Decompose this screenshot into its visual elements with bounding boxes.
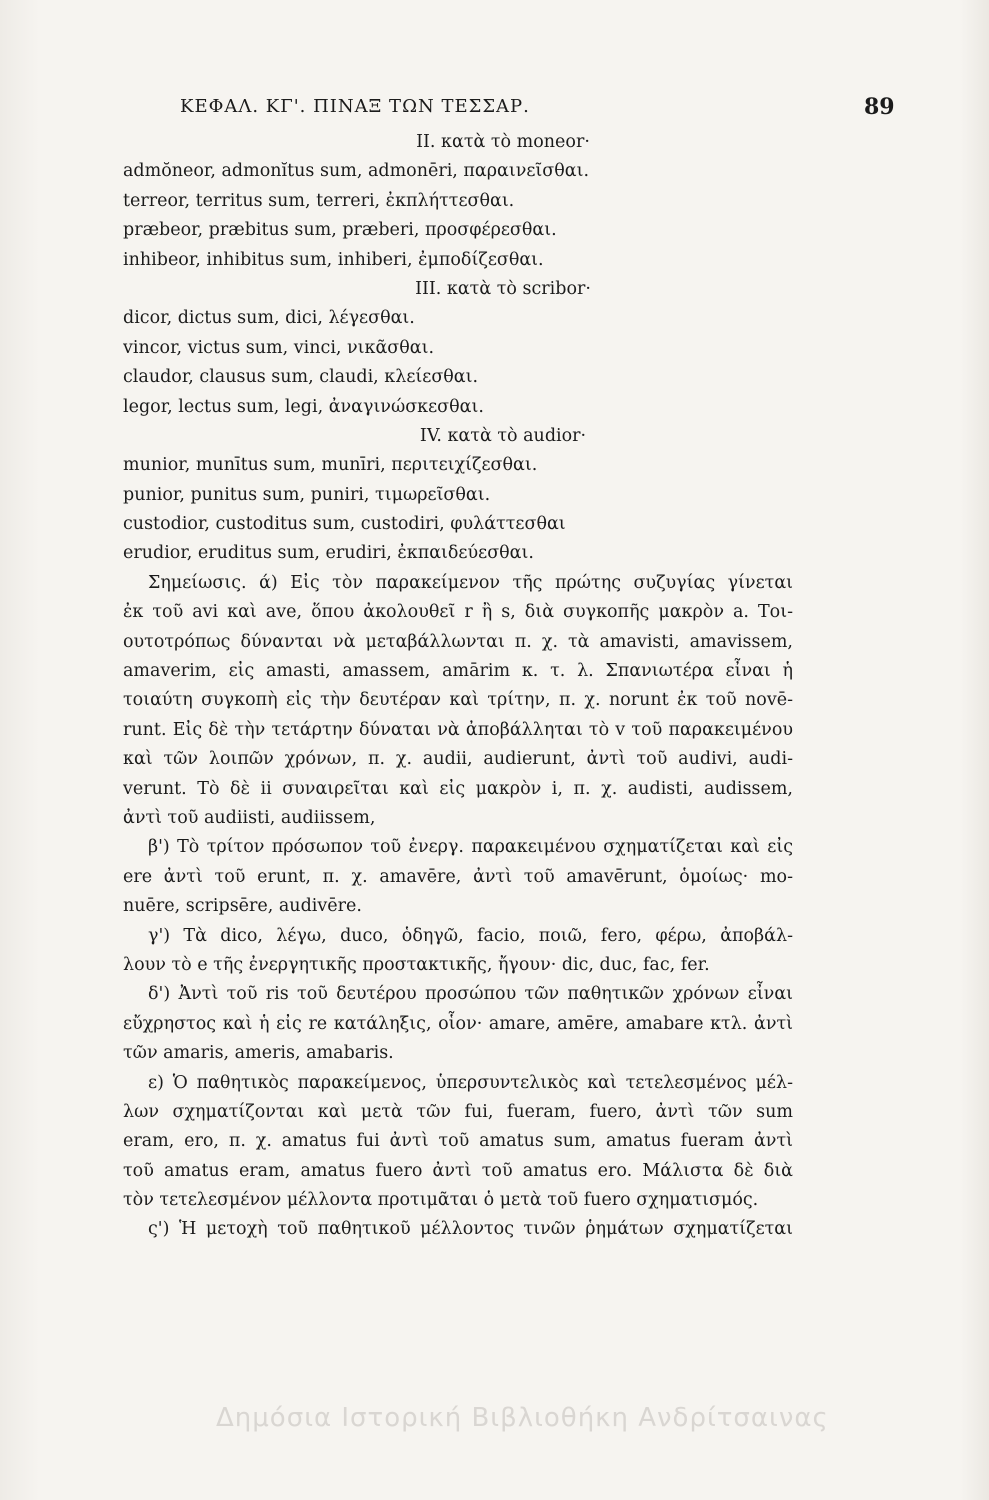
note-line: runt. Εἰς δὲ τὴν τετάρτην δύναται νὰ ἀποβάλληται τὸ v τοῦ παρακειμένου [123,719,793,740]
verb-line: dicor, dictus sum, dici, λέγεσθαι. [123,308,415,329]
note-line: λων σχηματίζονται καὶ μετὰ τῶν fui, fueram, fuero, ἀντὶ τῶν sum [123,1101,793,1122]
section-heading-iv: IV. κατὰ τὸ audior· [419,425,587,446]
note-line: καὶ τῶν λοιπῶν χρόνων, π. χ. audii, audierunt, ἀντὶ τοῦ audivi, audi- [123,749,793,770]
section-heading-iii: III. κατὰ τὸ scribor· [415,278,591,299]
section-heading-ii: II. κατὰ τὸ moneor· [416,132,590,152]
page-number: 89 [864,94,895,120]
verb-line: custodior, custoditus sum, custodiri, φυλάττεσθαι [123,514,566,535]
verb-line: præbeor, præbitus sum, præberi, προσφέρεσθαι. [123,220,557,241]
note-line: β') Τὸ τρίτον πρόσωπον τοῦ ἐνεργ. παρακειμένου σχηματίζεται καὶ εἰς [148,837,793,858]
verb-line: erudior, eruditus sum, erudiri, ἐκπαιδεύεσθαι. [123,543,534,564]
note-line: τοιαύτη συγκοπὴ εἰς τὴν δευτέραν καὶ τρίτην, π. χ. norunt ἐκ τοῦ novē- [123,690,793,711]
note-line: εὔχρηστος καὶ ἡ εἰς re κατάληξις, οἷον· amare, amēre, amabare κτλ. ἀντὶ [123,1013,793,1034]
note-line: Σημείωσις. ά) Εἰς τὸν παρακείμενον τῆς πρώτης συζυγίας γίνεται [148,572,793,593]
note-line: eram, ero, π. χ. amatus fui ἀντὶ τοῦ amatus sum, amatus fueram ἀντὶ [123,1131,793,1152]
note-line: ere ἀντὶ τοῦ erunt, π. χ. amavēre, ἀντὶ τοῦ amavērunt, ὁμοίως· mo- [123,866,793,887]
verb-line: terreor, territus sum, terreri, ἐκπλήττεσθαι. [123,190,515,211]
note-line: τοῦ amatus eram, amatus fuero ἀντὶ τοῦ amatus ero. Μάλιστα δὲ διὰ [123,1160,793,1181]
note-line: amaverim, εἰς amasti, amassem, amārim κ. τ. λ. Σπανιωτέρα εἶναι ἡ [123,661,793,682]
verb-line: munior, munītus sum, munīri, περιτειχίζεσθαι. [123,455,538,476]
note-line: λουν τὸ e τῆς ἐνεργητικῆς προστακτικῆς, ἤγουν· dic, duc, fac, fer. [123,954,710,975]
note-line: γ') Τὰ dico, λέγω, duco, ὁδηγῶ, facio, ποιῶ, fero, φέρω, ἀποβάλ- [148,925,793,946]
note-line: ἀντὶ τοῦ audiisti, audiissem, [123,807,376,828]
note-line: verunt. Τὸ δὲ ii συναιρεῖται καὶ εἰς μακρὸν i, π. χ. audisti, audissem, [123,778,793,799]
verb-line: punior, punitus sum, puniri, τιμωρεῖσθαι. [123,484,491,505]
note-line: δ') Ἀντὶ τοῦ ris τοῦ δευτέρου προσώπου τῶν παθητικῶν χρόνων εἶναι [148,984,793,1005]
body-text [123,128,793,1245]
note-line: ουτοτρόπως δύνανται νὰ μεταβάλλωνται π. χ. τὰ amavisti, amavissem, [123,631,793,652]
note-line: ἐκ τοῦ avi καὶ ave, ὅπου ἀκολουθεῖ r ἢ s, διὰ συγκοπῆς μακρὸν a. Τοι- [123,602,793,623]
note-line: ς') Ἡ μετοχὴ τοῦ παθητικοῦ μέλλοντος τινῶν ῥημάτων σχηματίζεται [148,1219,793,1240]
note-line: τὸν τετελεσμένον μέλλοντα προτιμᾶται ὁ μετὰ τοῦ fuero σχηματισμός. [123,1190,759,1211]
note-line: τῶν amaris, ameris, amabaris. [123,1043,394,1064]
note-line: ε) Ὁ παθητικὸς παρακείμενος, ὑπερσυντελικὸς καὶ τετελεσμένος μέλ- [148,1072,793,1093]
verb-line: admŏneor, admonĭtus sum, admonēri, παραινεῖσθαι. [123,161,590,182]
verb-line: inhibeor, inhibitus sum, inhiberi, ἐμποδίζεσθαι. [123,249,544,270]
verb-line: vincor, victus sum, vinci, νικᾶσθαι. [123,337,435,358]
note-line: nuēre, scripsēre, audivēre. [123,896,362,917]
verb-line: legor, lectus sum, legi, ἀναγινώσκεσθαι. [123,396,484,417]
library-watermark: Δημόσια Ιστορική Βιβλιοθήκη Ανδρίτσαινας [216,1403,829,1433]
running-header: ΚΕΦΑΛ. ΚΓ'. ΠΙΝΑΞ ΤΩΝ ΤΕΣΣΑΡ. [180,96,530,117]
verb-line: claudor, clausus sum, claudi, κλείεσθαι. [123,367,479,388]
